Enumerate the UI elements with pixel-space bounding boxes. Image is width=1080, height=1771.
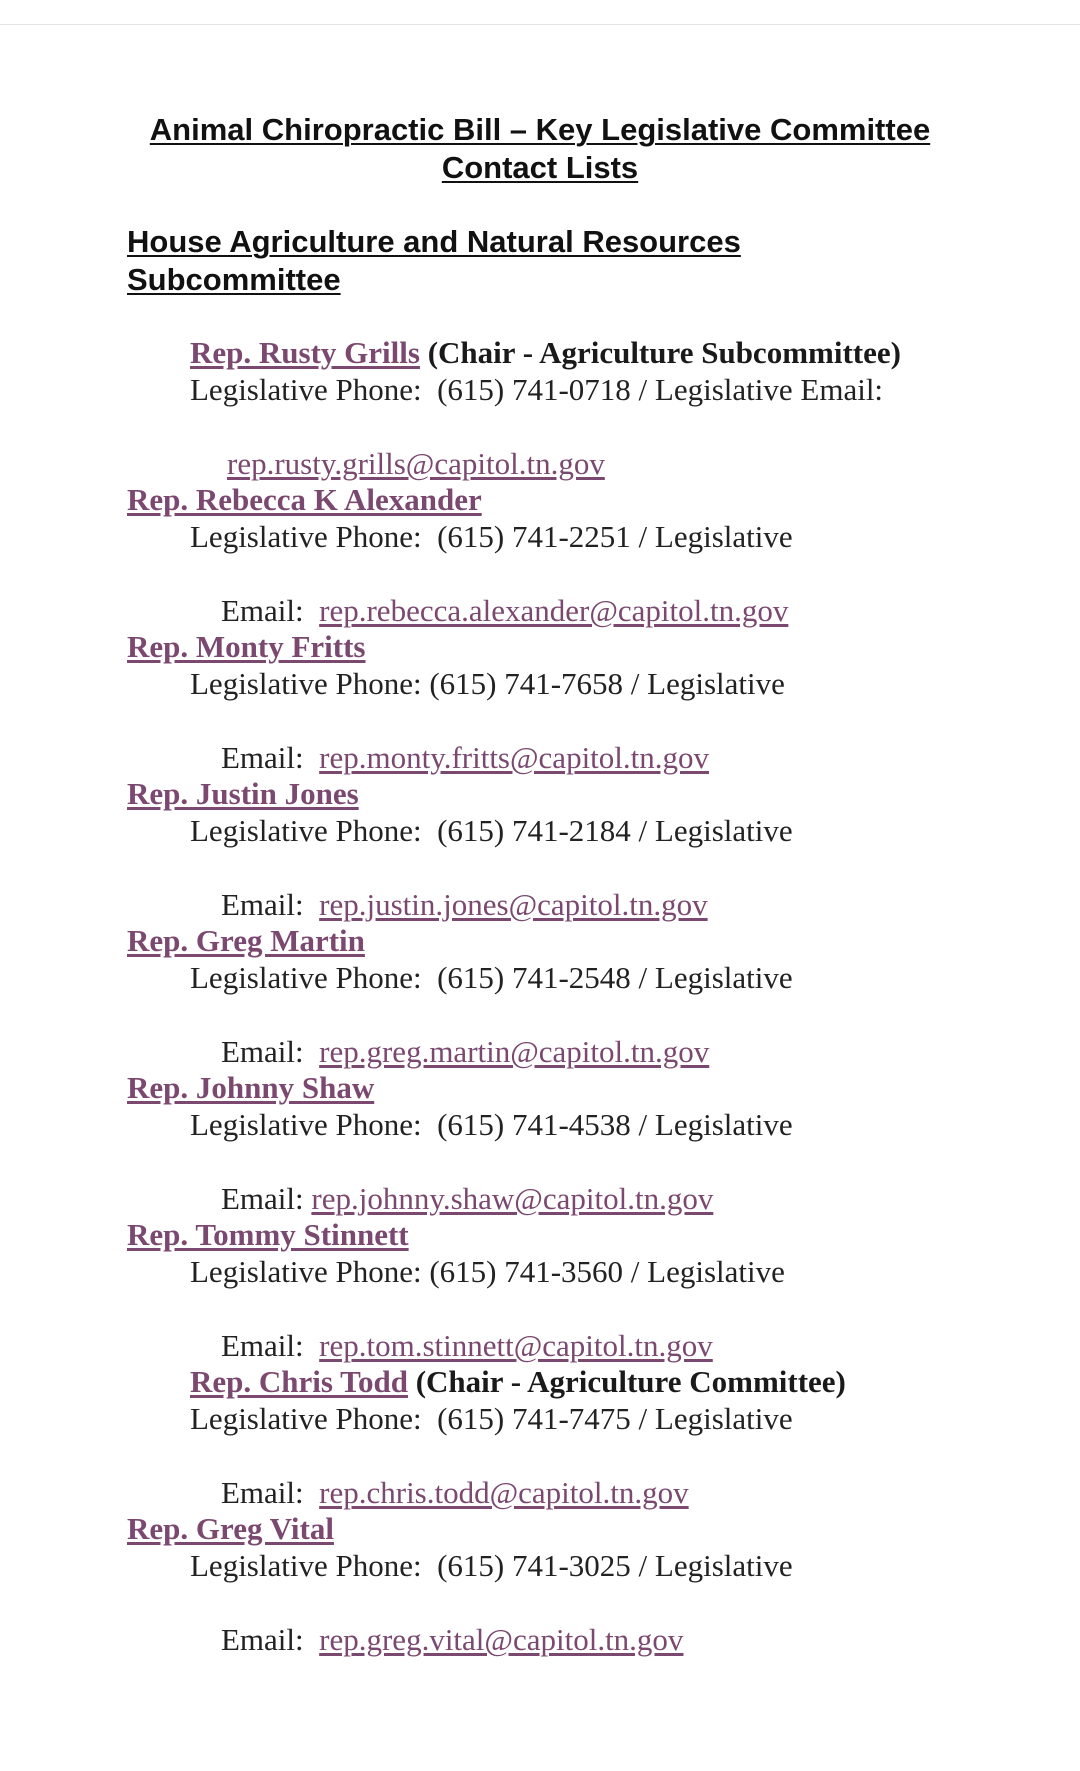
contact-email-prefix: Email:	[221, 1328, 320, 1363]
contact-name-link[interactable]: Rep. Chris Todd	[190, 1364, 408, 1399]
document-title-line1: Animal Chiropractic Bill – Key Legislative Committee	[149, 112, 931, 147]
document-title-line2: Contact Lists	[441, 150, 639, 185]
contact-name-link[interactable]: Rep. Justin Jones	[127, 776, 359, 811]
contact-name-line	[0, 334, 1080, 371]
contact-phone-line: Legislative Phone: (615) 741-7475 / Legislative	[190, 1401, 793, 1436]
contact-email-prefix: Email:	[221, 740, 320, 775]
contact-email-link[interactable]: rep.rusty.grills@capitol.tn.gov	[227, 446, 605, 481]
contact-phone-line: Legislative Phone: (615) 741-3560 / Legislative	[190, 1254, 785, 1289]
contact-name-line	[0, 922, 1080, 959]
contact-name-line	[0, 1216, 1080, 1253]
contact-role: (Chair - Agriculture Committee)	[415, 1364, 846, 1399]
section-heading-line1: House Agriculture and Natural Resources	[127, 224, 741, 259]
contact-name-link[interactable]: Rep. Johnny Shaw	[127, 1070, 375, 1105]
contact-email-prefix: Email:	[221, 1181, 312, 1216]
contact-name-link[interactable]: Rep. Monty Fritts	[127, 629, 366, 664]
contact-name-link[interactable]: Rep. Rusty Grills	[190, 335, 420, 370]
contact-email-prefix: Email:	[221, 593, 320, 628]
contact-email-prefix: Email:	[221, 1475, 320, 1510]
contact-email-prefix: Email:	[221, 1034, 320, 1069]
section-heading	[127, 223, 741, 299]
contact-name-line	[0, 1510, 1080, 1547]
contact-email-link[interactable]: rep.tom.stinnett@capitol.tn.gov	[319, 1328, 713, 1363]
contact-email-link[interactable]: rep.johnny.shaw@capitol.tn.gov	[311, 1181, 714, 1216]
contact-phone-line: Legislative Phone: (615) 741-2251 / Legislative	[190, 519, 793, 554]
contact-name-link[interactable]: Rep. Tommy Stinnett	[127, 1217, 409, 1252]
contact-email-link[interactable]: rep.justin.jones@capitol.tn.gov	[319, 887, 708, 922]
document-title	[0, 111, 1080, 187]
contact-name-line	[0, 481, 1080, 518]
contact-email-line	[0, 1584, 1080, 1695]
contact-phone-line: Legislative Phone: (615) 741-7658 / Legislative	[190, 666, 785, 701]
contact-phone-line: Legislative Phone: (615) 741-2184 / Legislative	[190, 813, 793, 848]
section-heading-line2: Subcommittee	[127, 262, 341, 297]
contact-email-link[interactable]: rep.chris.todd@capitol.tn.gov	[319, 1475, 689, 1510]
contact-email-link[interactable]: rep.monty.fritts@capitol.tn.gov	[319, 740, 710, 775]
contact-phone-line: Legislative Phone: (615) 741-0718 / Legislative Email:	[190, 372, 884, 407]
contact-phone-line: Legislative Phone: (615) 741-3025 / Legislative	[190, 1548, 793, 1583]
contact-entry	[0, 1510, 1080, 1695]
contact-name-line	[0, 628, 1080, 665]
contact-name-line	[0, 1363, 1080, 1400]
contact-name-line	[0, 1069, 1080, 1106]
contact-email-prefix: Email:	[221, 887, 320, 922]
contact-email-link[interactable]: rep.greg.martin@capitol.tn.gov	[319, 1034, 710, 1069]
contact-name-link[interactable]: Rep. Rebecca K Alexander	[127, 482, 482, 517]
contact-name-line	[0, 775, 1080, 812]
contact-phone-line: Legislative Phone: (615) 741-4538 / Legislative	[190, 1107, 793, 1142]
contact-email-link[interactable]: rep.rebecca.alexander@capitol.tn.gov	[319, 593, 789, 628]
contact-email-link[interactable]: rep.greg.vital@capitol.tn.gov	[319, 1622, 684, 1657]
top-divider	[0, 24, 1080, 25]
contact-role: (Chair - Agriculture Subcommittee)	[427, 335, 901, 370]
contact-email-prefix: Email:	[221, 1622, 320, 1657]
contact-name-link[interactable]: Rep. Greg Martin	[127, 923, 365, 958]
contact-name-link[interactable]: Rep. Greg Vital	[127, 1511, 334, 1546]
contact-phone-line: Legislative Phone: (615) 741-2548 / Legislative	[190, 960, 793, 995]
